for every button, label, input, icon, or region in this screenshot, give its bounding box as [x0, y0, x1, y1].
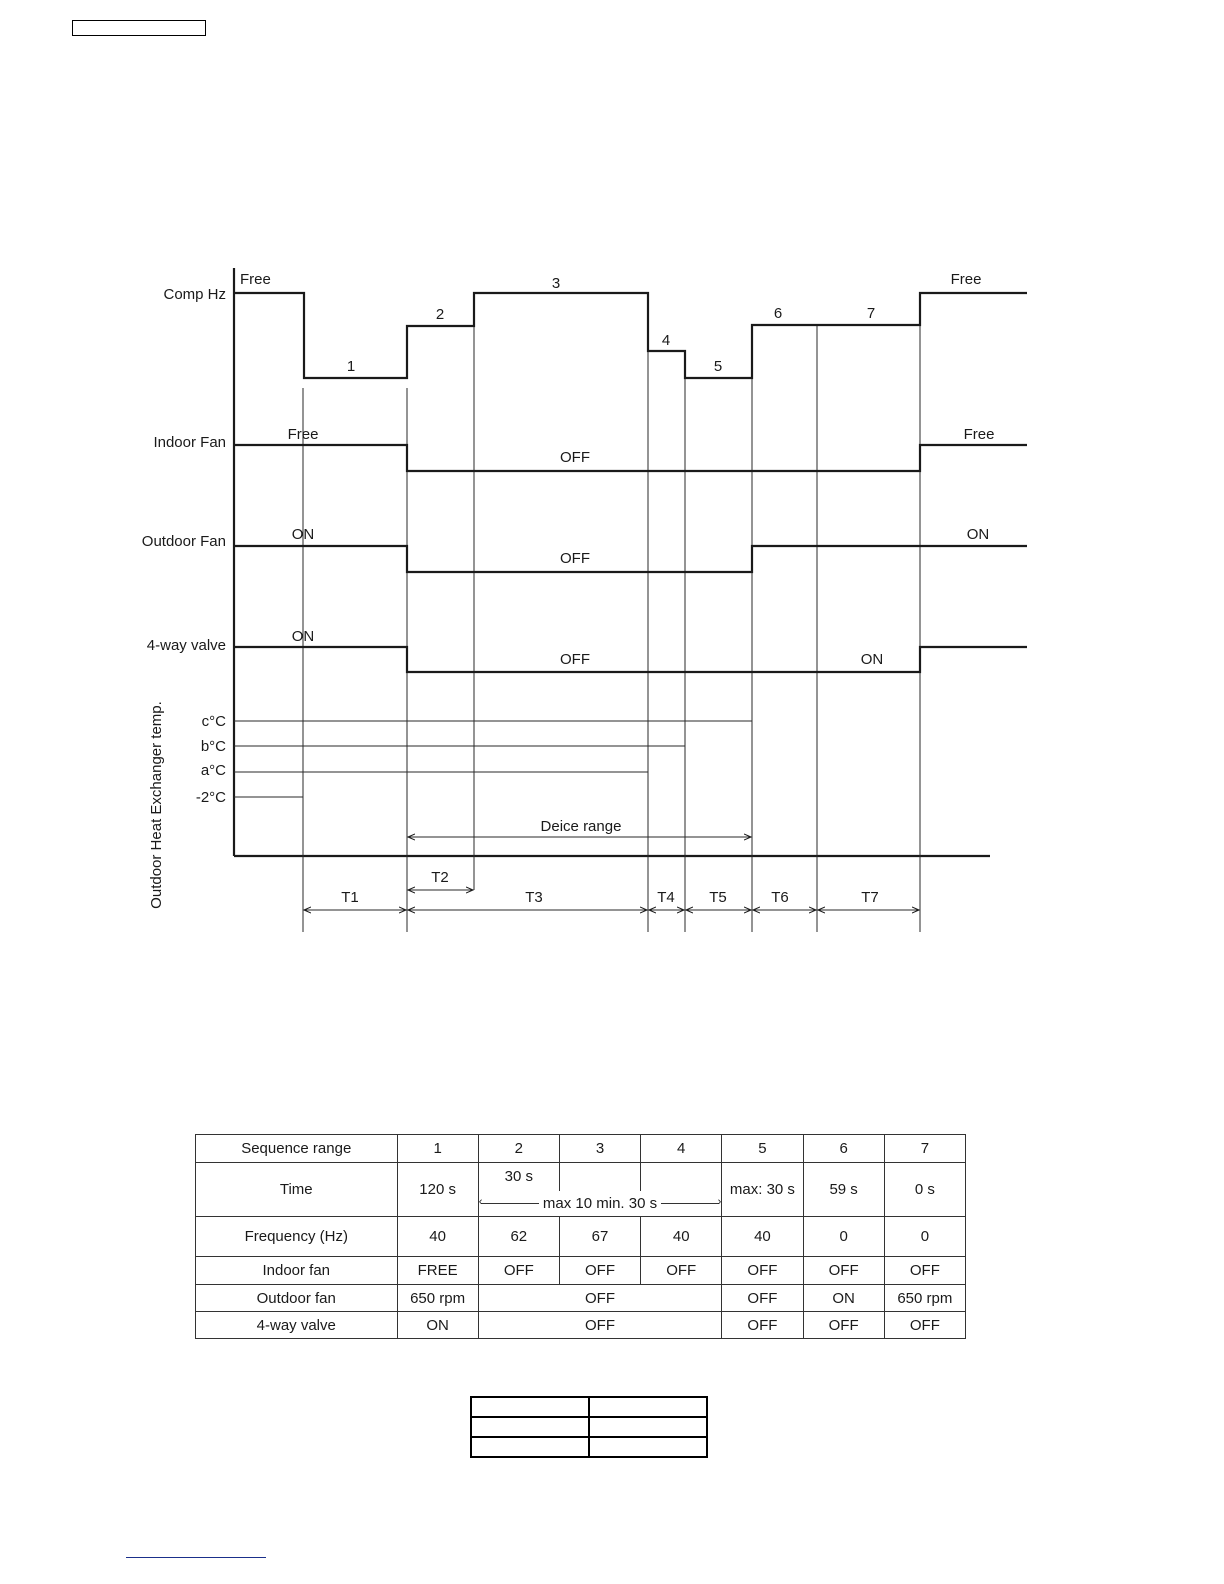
outdoor-fan-cell: OFF: [478, 1285, 722, 1312]
sequence-boundaries: [303, 294, 920, 932]
temp-axis-label: Outdoor Heat Exchanger temp.: [148, 701, 165, 909]
interval-t7: T7: [861, 889, 879, 906]
header-cell: 7: [884, 1135, 965, 1163]
comp-seq-7: 7: [866, 305, 876, 322]
table-row-indoor-fan: [196, 1257, 966, 1285]
outdoor-on-right: ON: [966, 526, 990, 543]
indoor-free-left: Free: [287, 426, 319, 443]
header-cell: 4: [641, 1135, 722, 1163]
table-row-outdoor-fan: [196, 1285, 966, 1312]
valve-on-right: ON: [860, 651, 884, 668]
indoor-fan-cell: OFF: [559, 1257, 640, 1285]
header-cell: 6: [803, 1135, 884, 1163]
header-cell: 3: [559, 1135, 640, 1163]
comp-free-right: Free: [950, 271, 982, 288]
indoor-fan-cell: OFF: [478, 1257, 559, 1285]
blank-table-row: [471, 1397, 707, 1417]
frequency-label: Frequency (Hz): [196, 1217, 398, 1257]
comp-seq-3: 3: [551, 275, 561, 292]
interval-t2: T2: [431, 869, 449, 886]
time-seq-2: 30 s: [478, 1163, 559, 1191]
four-way-valve-row-label: 4-way valve: [196, 1312, 398, 1339]
time-span-arrow-left: ‹: [478, 1195, 483, 1208]
outdoor-fan-cell: ON: [803, 1285, 884, 1312]
interval-t4: T4: [657, 889, 675, 906]
time-seq-1: 120 s: [397, 1163, 478, 1217]
indoor-fan-cell: OFF: [884, 1257, 965, 1285]
frequency-cell: 0: [884, 1217, 965, 1257]
comp-seq-6: 6: [773, 305, 783, 322]
outdoor-fan-cell: OFF: [722, 1285, 803, 1312]
time-seq-5: max: 30 s: [722, 1163, 803, 1217]
interval-t6: T6: [771, 889, 789, 906]
blank-cell: [589, 1397, 707, 1417]
frequency-cell: 62: [478, 1217, 559, 1257]
blank-cell: [589, 1417, 707, 1437]
outdoor-fan-cell: 650 rpm: [884, 1285, 965, 1312]
four-way-valve-trace: [234, 647, 1027, 672]
four-way-valve-cell: OFF: [803, 1312, 884, 1339]
deice-range-label: Deice range: [540, 818, 622, 835]
blank-table: [470, 1396, 708, 1458]
indoor-fan-row-label: Indoor fan: [196, 1257, 398, 1285]
interval-t3: T3: [525, 889, 543, 906]
four-way-valve-cell: OFF: [722, 1312, 803, 1339]
outdoor-fan-label: Outdoor Fan: [141, 533, 226, 550]
frequency-cell: 40: [397, 1217, 478, 1257]
comp-seq-2: 2: [435, 306, 445, 323]
indoor-fan-cell: OFF: [722, 1257, 803, 1285]
header-cell: 5: [722, 1135, 803, 1163]
time-seq-6: 59 s: [803, 1163, 884, 1217]
interval-t5: T5: [709, 889, 727, 906]
valve-on-left: ON: [291, 628, 315, 645]
four-way-valve-cell: ON: [397, 1312, 478, 1339]
interval-markers: [304, 869, 919, 910]
outdoor-fan-cell: 650 rpm: [397, 1285, 478, 1312]
indoor-fan-cell: OFF: [803, 1257, 884, 1285]
blank-cell: [471, 1397, 589, 1417]
time-seq-7: 0 s: [884, 1163, 965, 1217]
outdoor-on-left: ON: [291, 526, 315, 543]
indoor-fan-cell: OFF: [641, 1257, 722, 1285]
comp-seq-1: 1: [346, 358, 356, 375]
blank-table-row: [471, 1417, 707, 1437]
outdoor-fan-trace: [234, 546, 1027, 572]
temp-level-minus2: -2°C: [195, 789, 226, 806]
comp-seq-5: 5: [713, 358, 723, 375]
frequency-cell: 67: [559, 1217, 640, 1257]
valve-off: OFF: [560, 651, 590, 668]
four-way-valve-cell: OFF: [884, 1312, 965, 1339]
blank-cell: [471, 1417, 589, 1437]
comp-seq-4: 4: [661, 332, 671, 349]
time-span-label: max 10 min. 30 s: [539, 1195, 661, 1212]
indoor-free-right: Free: [963, 426, 995, 443]
outdoor-off: OFF: [560, 550, 590, 567]
table-row-frequency: [196, 1217, 966, 1257]
frequency-cell: 0: [803, 1217, 884, 1257]
outdoor-fan-row-label: Outdoor fan: [196, 1285, 398, 1312]
table-row-time-upper: [196, 1163, 966, 1191]
indoor-off: OFF: [560, 449, 590, 466]
comp-hz-label: Comp Hz: [163, 286, 226, 303]
indoor-fan-cell: FREE: [397, 1257, 478, 1285]
four-way-valve-cell: OFF: [478, 1312, 722, 1339]
temp-level-b: b°C: [200, 738, 226, 755]
blank-cell: [589, 1437, 707, 1457]
header-cell: Sequence range: [196, 1135, 398, 1163]
header-cell: 1: [397, 1135, 478, 1163]
temp-level-c: c°C: [201, 713, 226, 730]
indoor-fan-trace: [234, 445, 1027, 471]
indoor-fan-label: Indoor Fan: [153, 434, 226, 451]
header-cell: 2: [478, 1135, 559, 1163]
time-span-cell: [478, 1191, 722, 1217]
sequence-table: [195, 1134, 966, 1339]
table-row-header: [196, 1135, 966, 1163]
time-seq-3: [559, 1163, 640, 1191]
time-row-label: Time: [196, 1163, 398, 1217]
time-seq-4: [641, 1163, 722, 1191]
frequency-cell: 40: [722, 1217, 803, 1257]
time-span-arrow-right: ›: [717, 1195, 722, 1208]
blank-table-row: [471, 1437, 707, 1457]
four-way-valve-label: 4-way valve: [146, 637, 226, 654]
comp-free-left: Free: [240, 271, 271, 288]
interval-t1: T1: [341, 889, 359, 906]
temp-level-a: a°C: [200, 762, 226, 779]
footer-link-line[interactable]: [126, 1557, 266, 1558]
frequency-cell: 40: [641, 1217, 722, 1257]
blank-cell: [471, 1437, 589, 1457]
table-row-four-way-valve: [196, 1312, 966, 1339]
